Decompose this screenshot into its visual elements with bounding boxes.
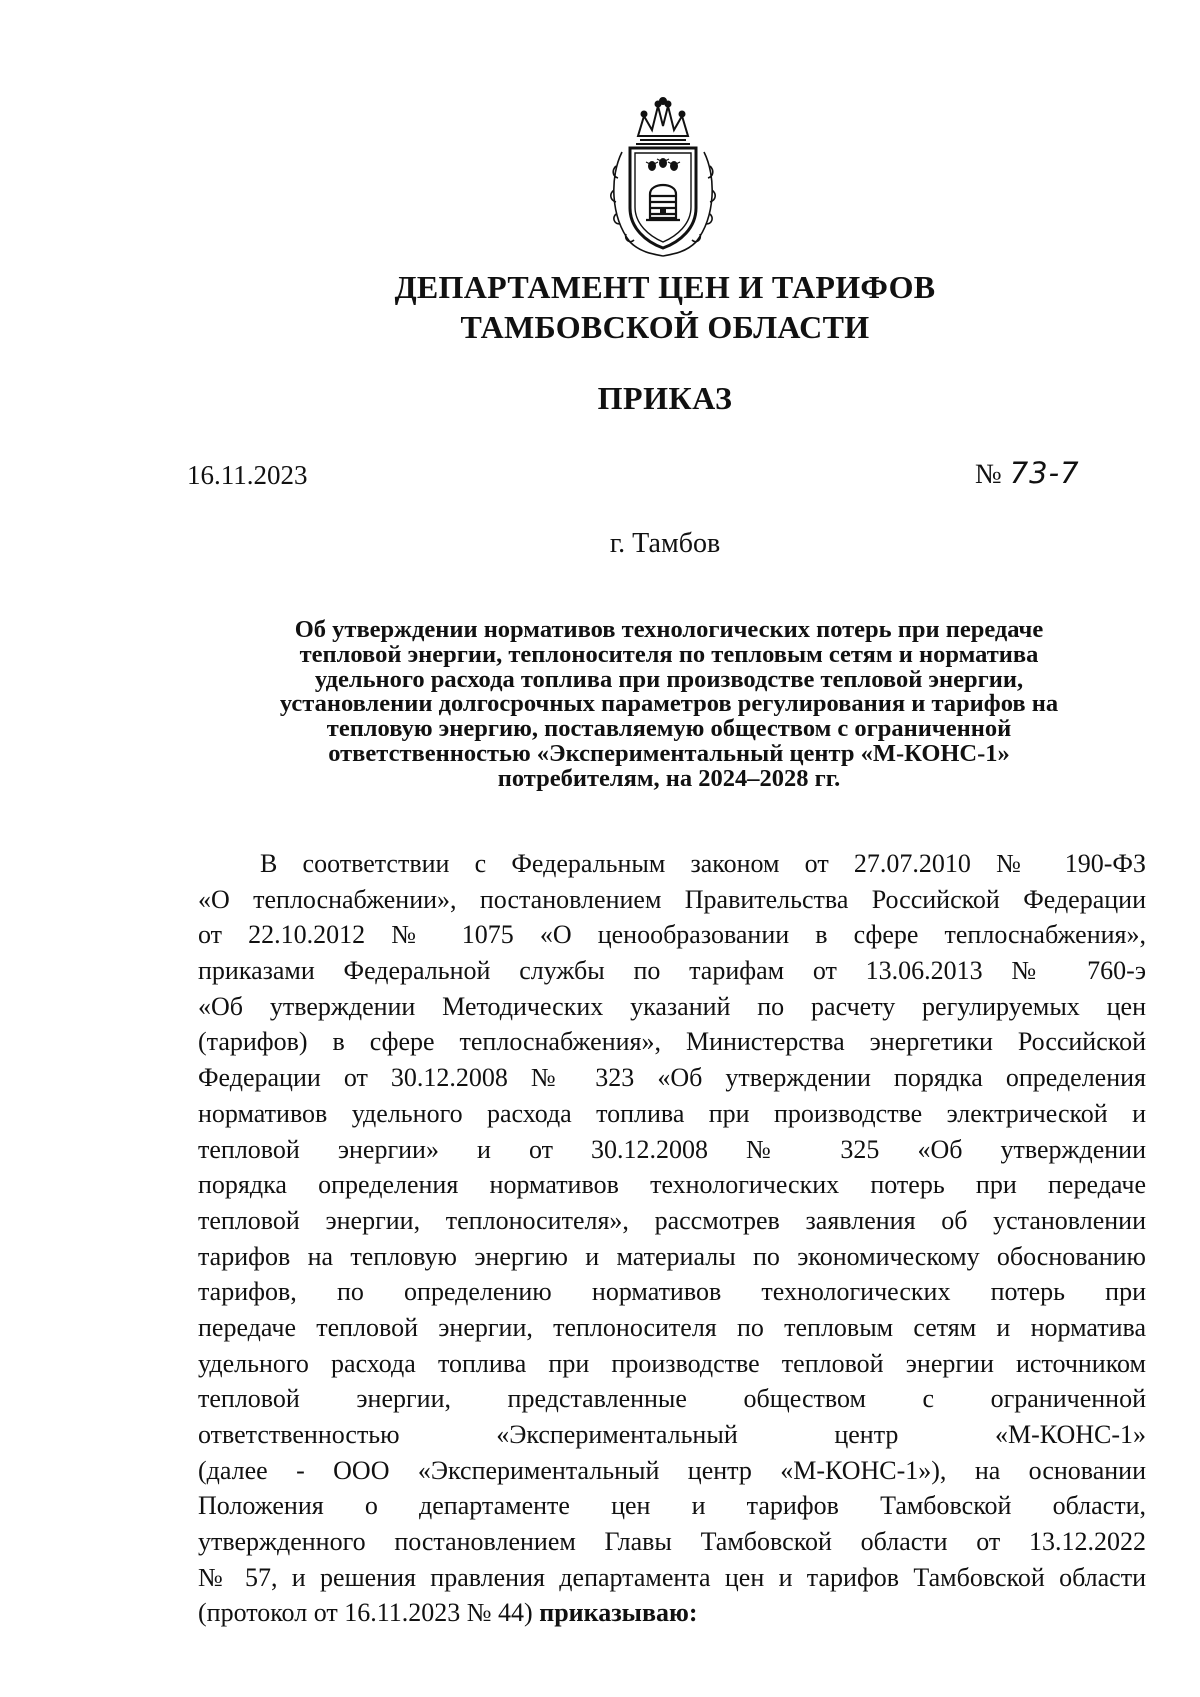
tambov-coat-of-arms-emblem — [600, 96, 726, 260]
order-command-word: приказываю: — [539, 1598, 698, 1628]
order-number-handwritten: 73-7 — [1009, 456, 1080, 490]
order-preamble — [198, 846, 1146, 1631]
preamble-line: тепловой энергии, представленные обществом с ограниченной — [198, 1384, 1146, 1414]
preamble-line: «Об утверждении Методических указаний по расчету регулируемых цен — [198, 991, 1146, 1021]
order-date: 16.11.2023 — [187, 460, 308, 490]
preamble-last-line — [198, 1595, 1146, 1631]
preamble-line: тарифов, по определению нормативов технологических потерь при — [198, 1277, 1146, 1307]
subject-line: тепловую энергию, поставляемую обществом с ограниченной — [326, 715, 1012, 743]
preamble-line: тарифов на тепловую энергию и материалы по экономическому обоснованию — [198, 1241, 1146, 1271]
preamble-line: приказами Федеральной службы по тарифам от 13.06.2013 № 760-э — [198, 956, 1146, 986]
preamble-line: № 57, и решения правления департамента цен и тарифов Тамбовской области — [198, 1562, 1146, 1592]
subject-line: потребителям, на 2024–2028 гг. — [497, 764, 841, 792]
preamble-line: порядка определения нормативов технологических потерь при передаче — [198, 1170, 1146, 1200]
department-name — [0, 267, 1200, 347]
subject-line: тепловой энергии, теплоносителя по тепловым сетям и норматива — [299, 640, 1039, 668]
department-name-line-2: ТАМБОВСКОЙ ОБЛАСТИ — [460, 309, 870, 345]
preamble-line: тепловой энергии, теплоносителя», рассмотрев заявления об установлении — [198, 1205, 1146, 1235]
preamble-line: тепловой энергии» и от 30.12.2008 № 325 «Об утверждении — [198, 1134, 1146, 1164]
subject-line: удельного расхода топлива при производстве тепловой энергии, — [314, 665, 1024, 693]
protocol-reference: (протокол от 16.11.2023 № 44) — [198, 1598, 533, 1628]
order-subject — [196, 618, 1142, 792]
preamble-line: удельного расхода топлива при производстве тепловой энергии источником — [198, 1348, 1146, 1378]
preamble-line: (далее - ООО «Экспериментальный центр «М-КОНС-1»), на основании — [198, 1455, 1146, 1485]
preamble-line: утвержденного постановлением Главы Тамбовской области от 13.12.2022 — [198, 1527, 1146, 1557]
order-city: г. Тамбов — [609, 528, 721, 559]
order-number-prefix: № — [975, 459, 1002, 490]
preamble-line: от 22.10.2012 № 1075 «О ценообразовании в сфере теплоснабжения», — [198, 920, 1146, 950]
preamble-line: ответственностью «Экспериментальный центр «М-КОНС-1» — [198, 1420, 1146, 1449]
preamble-line: (тарифов) в сфере теплоснабжения», Министерства энергетики Российской — [198, 1027, 1146, 1057]
department-name-line-1: ДЕПАРТАМЕНТ ЦЕН И ТАРИФОВ — [394, 269, 936, 305]
subject-line: установлении долгосрочных параметров регулирования и тарифов на — [279, 690, 1059, 718]
document-type-title: ПРИКАЗ — [597, 380, 733, 416]
subject-line: Об утверждении нормативов технологических потерь при передаче — [294, 616, 1044, 643]
preamble-line: нормативов удельного расхода топлива при производстве электрической и — [198, 1098, 1146, 1128]
preamble-line: В соответствии с Федеральным законом от 27.07.2010 № 190-ФЗ — [260, 849, 1146, 878]
preamble-line: Федерации от 30.12.2008 № 323 «Об утверждении порядка определения — [198, 1063, 1146, 1093]
preamble-line: Положения о департаменте цен и тарифов Тамбовской области, — [198, 1491, 1146, 1521]
preamble-line: «О теплоснабжении», постановлением Правительства Российской Федерации — [198, 884, 1146, 914]
order-number — [975, 456, 1080, 491]
subject-line: ответственностью «Экспериментальный центр «М-КОНС-1» — [328, 739, 1010, 767]
preamble-line: передаче тепловой энергии, теплоносителя по тепловым сетям и норматива — [198, 1312, 1146, 1342]
